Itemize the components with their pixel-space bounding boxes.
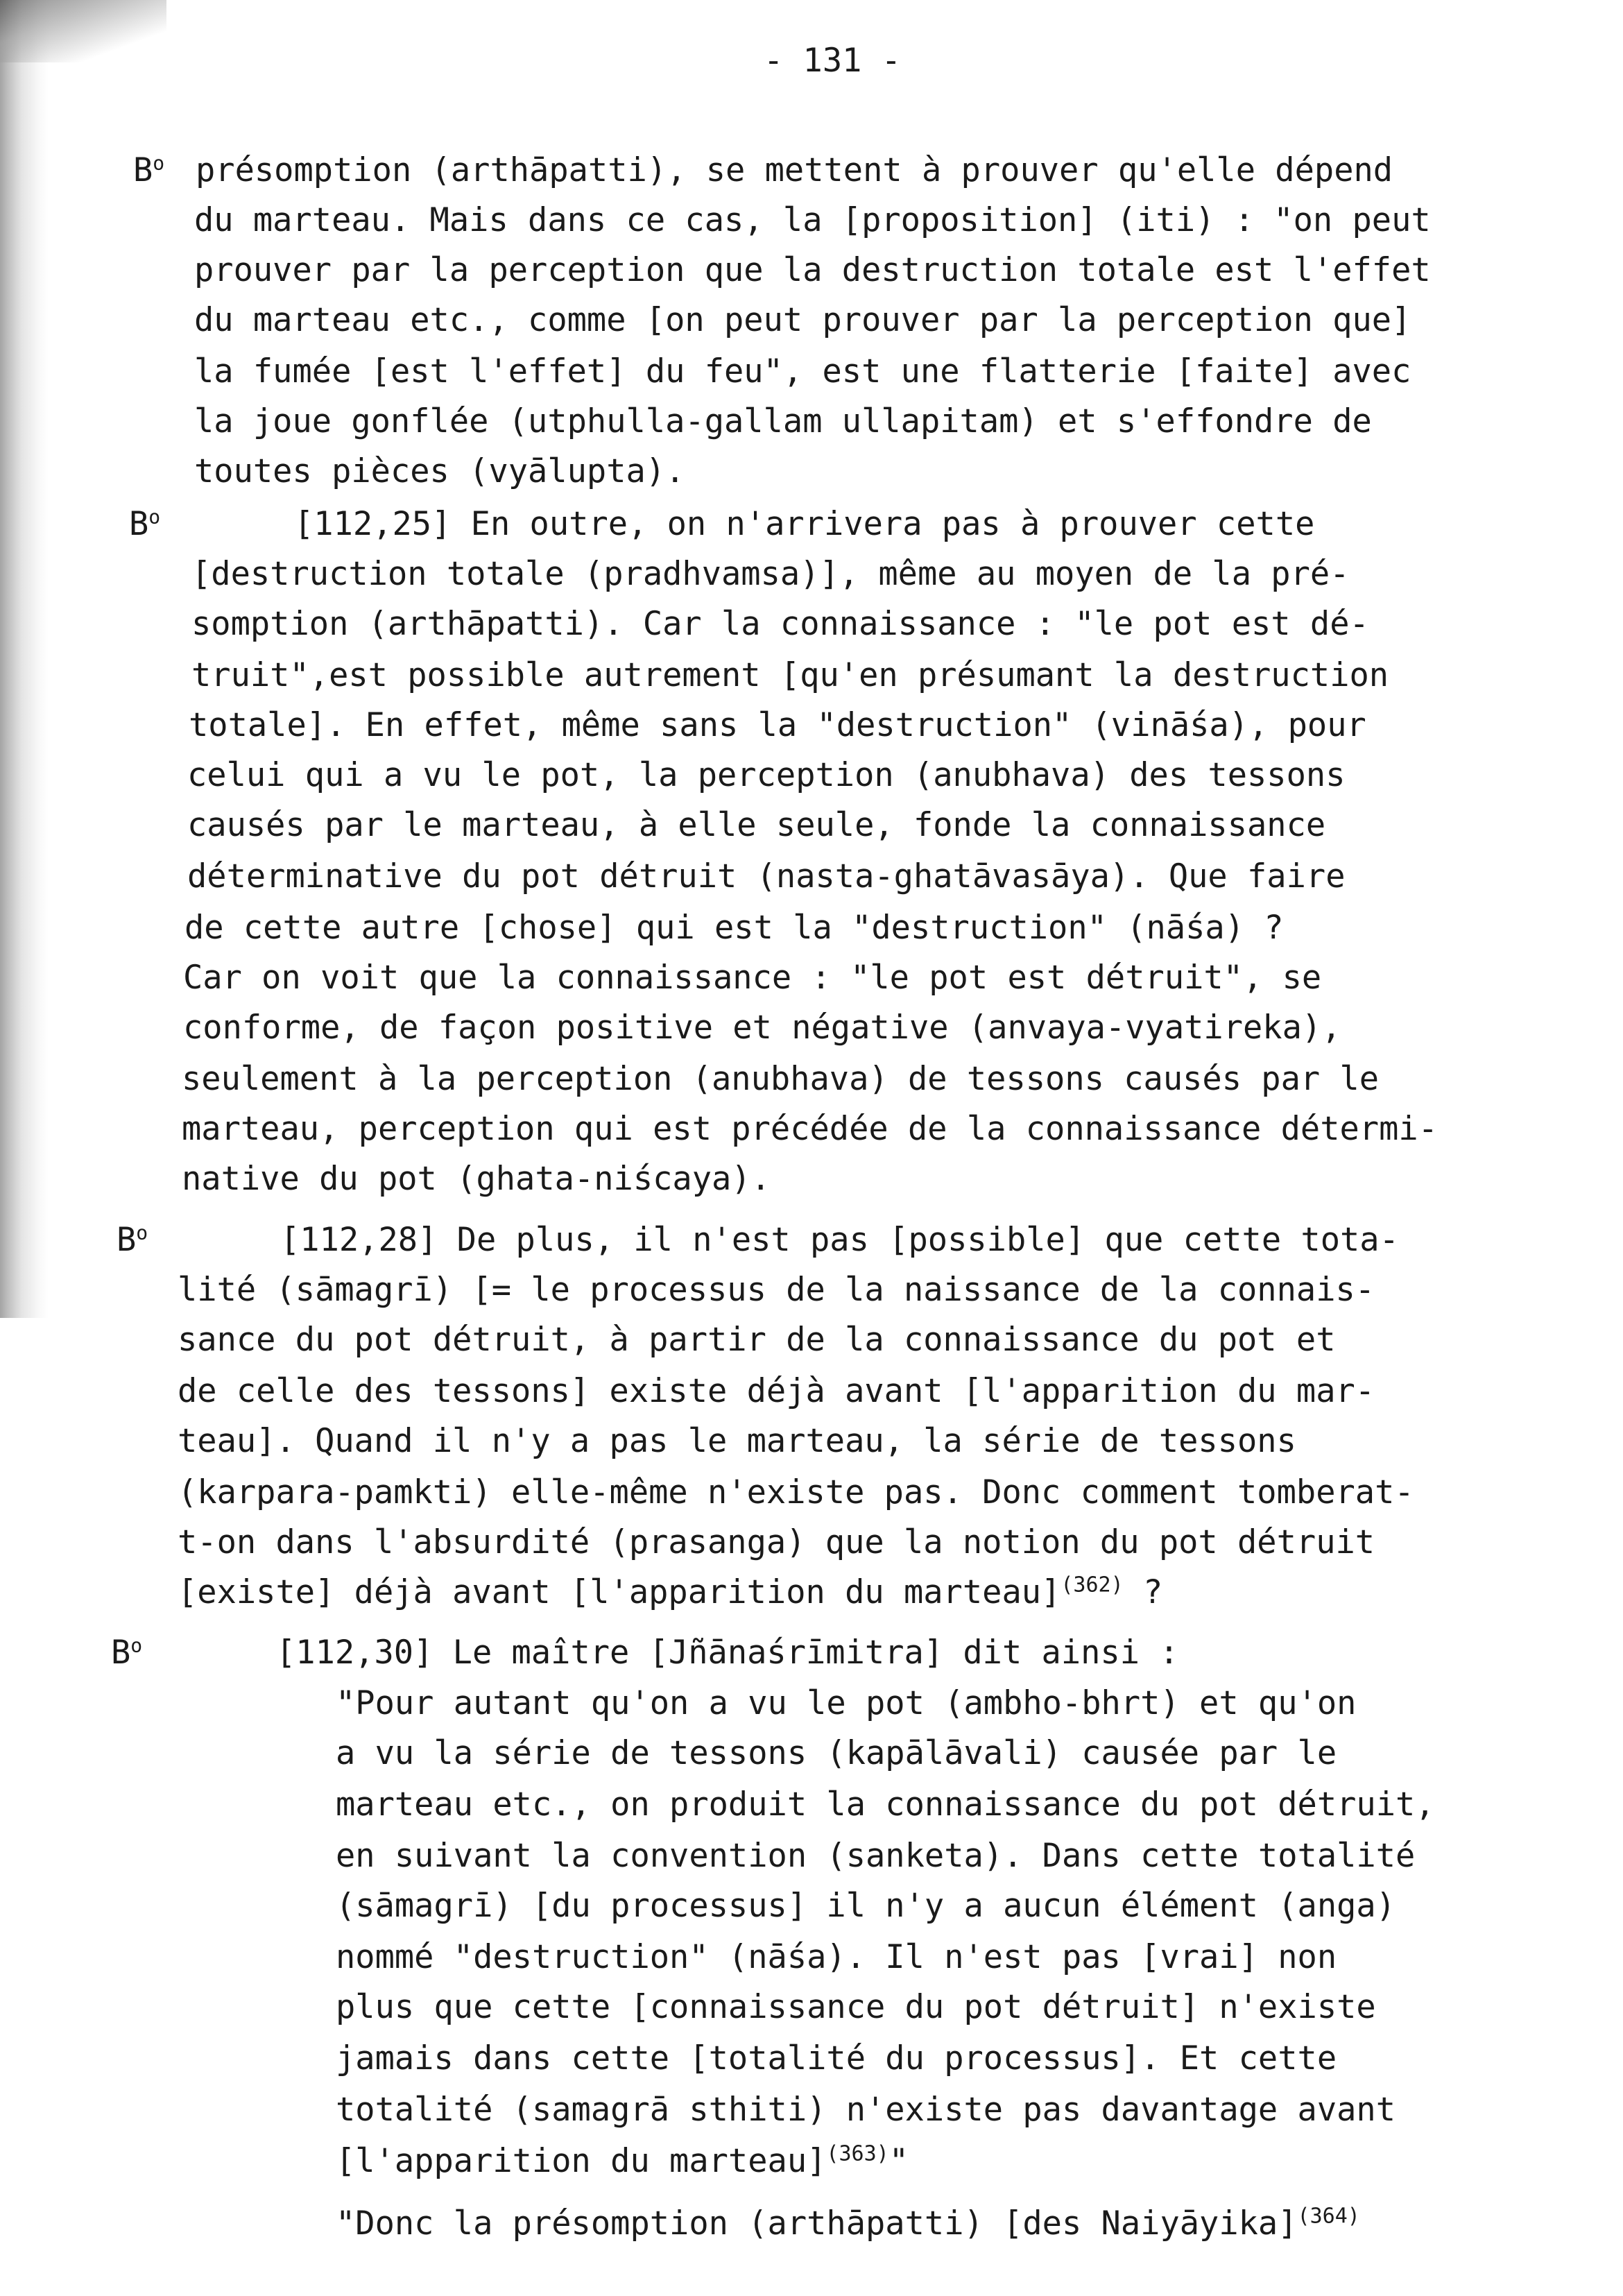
text-line: la joue gonflée (utphulla-gallam ullapitam) et s'effondre de bbox=[194, 402, 1372, 440]
text-line: [l'apparition du marteau]$^{(363)}$" bbox=[336, 2141, 909, 2180]
text-line: marteau etc., on produit la connaissance du pot détruit, bbox=[336, 1785, 1435, 1824]
text-line: marteau, perception qui est précédée de la connaissance détermi- bbox=[182, 1110, 1438, 1148]
text-line: (karpara-pamkti) elle-même n'existe pas. Donc comment tomberat- bbox=[178, 1473, 1414, 1511]
text-line: a vu la série de tessons (kapālāvali) causée par le bbox=[336, 1734, 1337, 1772]
text-line: de celle des tessons] existe déjà avant [l'apparition du mar- bbox=[178, 1372, 1375, 1410]
page-number: - 131 - bbox=[763, 42, 902, 80]
text-line: seulement à la perception (anubhava) de tessons causés par le bbox=[182, 1060, 1380, 1098]
text-line: plus que cette [connaissance du pot détruit] n'existe bbox=[336, 1988, 1376, 2026]
text-line: jamais dans cette [totalité du processus]. Et cette bbox=[336, 2039, 1337, 2077]
text-line: Car on voit que la connaissance : "le pot est détruit", se bbox=[183, 959, 1322, 997]
text-line: déterminative du pot détruit (nasta-ghatāvasāya). Que faire bbox=[187, 857, 1346, 896]
text-line: "Pour autant qu'on a vu le pot (ambho-bhrt) et qu'on bbox=[336, 1684, 1357, 1722]
margin-marker-4: $B^o$ bbox=[111, 1634, 143, 1672]
text-line: de cette autre [chose] qui est la "destruction" (nāśa) ? bbox=[184, 909, 1284, 947]
text-line: [112,30] Le maître [Jñānaśrīmitra] dit ainsi : bbox=[276, 1634, 1179, 1672]
text-line: prouver par la perception que la destruction totale est l'effet bbox=[194, 251, 1431, 289]
text-line: présomption (arthāpatti), se mettent à prouver qu'elle dépend bbox=[196, 151, 1393, 189]
text-line: truit",est possible autrement [qu'en présumant la destruction bbox=[191, 656, 1389, 694]
text-line: (sāmagrī) [du processus] il n'y a aucun élément (anga) bbox=[336, 1887, 1396, 1925]
text-line: teau]. Quand il n'y a pas le marteau, la série de tessons bbox=[178, 1422, 1296, 1460]
text-line: la fumée [est l'effet] du feu", est une flatterie [faite] avec bbox=[194, 352, 1411, 391]
footnote-ref-362: (362) bbox=[1060, 1573, 1124, 1597]
text-line: native du pot (ghata-niścaya). bbox=[182, 1160, 771, 1198]
text-line: toutes pièces (vyālupta). bbox=[194, 452, 685, 490]
text-line: [destruction totale (pradhvamsa)], même au moyen de la pré- bbox=[191, 555, 1350, 593]
text-line: conforme, de façon positive et négative (anvaya-vyatireka), bbox=[183, 1009, 1341, 1047]
text-line: en suivant la convention (sanketa). Dans cette totalité bbox=[336, 1837, 1416, 1875]
text-line: [existe] déjà avant [l'apparition du marteau]$^{(362)}$ ? bbox=[178, 1573, 1163, 1611]
binding-shadow bbox=[0, 0, 49, 1318]
text-line: causés par le marteau, à elle seule, fonde la connaissance bbox=[187, 806, 1326, 844]
text-line: celui qui a vu le pot, la perception (anubhava) des tessons bbox=[187, 756, 1346, 794]
text-line: [112,25] En outre, on n'arrivera pas à prouver cette bbox=[294, 505, 1315, 543]
text-line: somption (arthāpatti). Car la connaissance : "le pot est dé- bbox=[191, 605, 1369, 643]
margin-marker-3: $B^o$ bbox=[117, 1221, 148, 1259]
text-line: nommé "destruction" (nāśa). Il n'est pas [vrai] non bbox=[336, 1938, 1337, 1976]
text-line: sance du pot détruit, à partir de la connaissance du pot et bbox=[178, 1321, 1336, 1359]
text-line: totale]. En effet, même sans la "destruction" (vināśa), pour bbox=[189, 706, 1366, 744]
text-line: totalité (samagrā sthiti) n'existe pas davantage avant bbox=[336, 2091, 1396, 2129]
text-line: t-on dans l'absurdité (prasanga) que la notion du pot détruit bbox=[178, 1523, 1375, 1561]
text-line: du marteau etc., comme [on peut prouver par la perception que] bbox=[194, 301, 1411, 339]
margin-marker-2: $B^o$ bbox=[129, 505, 161, 543]
text-line: [112,28] De plus, il n'est pas [possible] que cette tota- bbox=[280, 1221, 1399, 1259]
text-line: lité (sāmagrī) [= le processus de la naissance de la connais- bbox=[178, 1271, 1375, 1309]
text-line: du marteau. Mais dans ce cas, la [proposition] (iti) : "on peut bbox=[194, 201, 1431, 239]
footnote-ref-364: (364) bbox=[1297, 2204, 1360, 2229]
footnote-ref-363: (363) bbox=[826, 2141, 889, 2166]
binding-corner-shadow bbox=[0, 0, 166, 62]
margin-marker-1: $B^o$ bbox=[133, 151, 165, 189]
text-line: "Donc la présomption (arthāpatti) [des Naiyāyika]$^{(364)}$ bbox=[336, 2204, 1360, 2243]
